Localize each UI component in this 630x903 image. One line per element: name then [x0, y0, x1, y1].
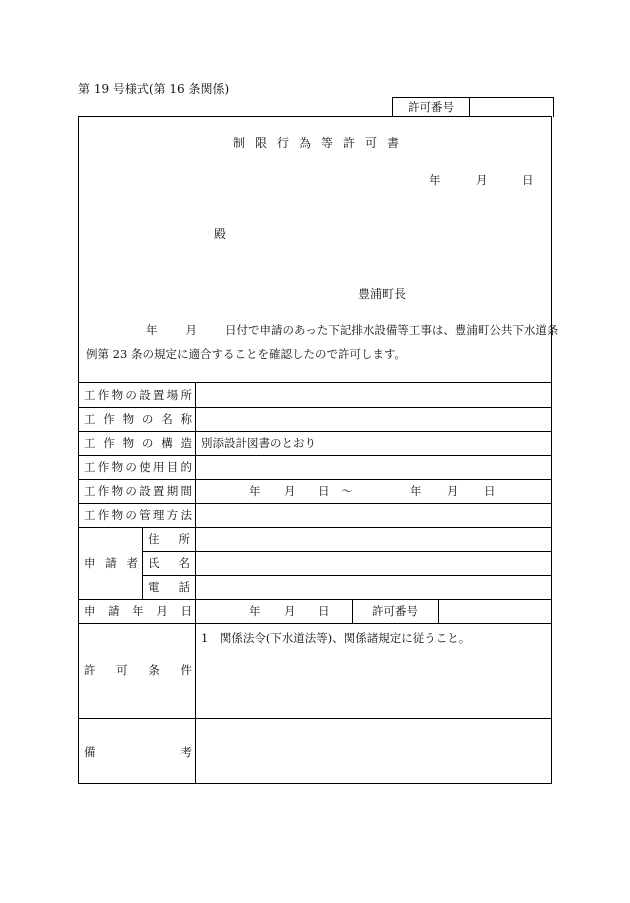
name-field[interactable]	[196, 408, 551, 430]
purpose-field[interactable]	[196, 456, 551, 478]
document-title: 制限行為等許可書	[232, 136, 409, 150]
app-permit-number-field[interactable]	[439, 600, 551, 622]
period-start-month: 月	[284, 484, 296, 498]
addressee-suffix: 殿	[214, 227, 227, 241]
body-line-1	[146, 322, 558, 338]
period-label: 工作物の設置期間	[84, 484, 192, 498]
period-start-day: 日	[318, 484, 330, 498]
body-text-1: 日付で申請のあった下記排水設備等工事は、豊浦町公共下水道条	[225, 323, 559, 337]
fullname-label: 氏名	[148, 556, 190, 570]
period-tilde: ～	[341, 484, 353, 498]
applicant-subdivider	[142, 527, 143, 599]
app-date-month: 月	[284, 604, 296, 618]
app-date-divider	[352, 599, 353, 623]
issue-date-month-label: 月	[476, 173, 488, 187]
top-permit-number-label: 許可番号	[393, 98, 470, 117]
address-label: 住所	[148, 532, 190, 546]
remarks-field[interactable]	[196, 719, 551, 783]
purpose-label: 工作物の使用目的	[84, 460, 192, 474]
remarks-label: 備考	[84, 745, 192, 759]
top-permit-number-box	[392, 97, 554, 117]
phone-field[interactable]	[196, 576, 551, 598]
top-permit-number-field[interactable]	[470, 98, 553, 117]
condition-1: 1 関係法令(下水道法等)、関係諸規定に従うこと。	[201, 631, 471, 645]
issue-date-day-label: 日	[522, 173, 534, 187]
form-number-header: 第 19 号様式(第 16 条関係)	[78, 82, 230, 96]
name-label: 工作物の名称	[84, 412, 192, 426]
phone-label: 電話	[148, 580, 190, 594]
row-line	[78, 623, 552, 624]
app-permit-number-label: 許可番号	[372, 604, 418, 618]
app-date-year: 年	[249, 604, 261, 618]
body-line-2: 例第 23 条の規定に適合することを確認したので許可します。	[86, 347, 407, 361]
period-end-day: 日	[484, 484, 496, 498]
location-label: 工作物の設置場所	[84, 388, 192, 402]
period-end-month: 月	[447, 484, 459, 498]
fullname-field[interactable]	[196, 552, 551, 574]
application-date-label: 申請年月日	[84, 604, 192, 618]
issue-date-year-label: 年	[429, 173, 441, 187]
management-label: 工作物の管理方法	[84, 508, 192, 522]
applicant-label: 申請者	[84, 556, 138, 570]
management-field[interactable]	[196, 504, 551, 526]
structure-value: 別添設計図書のとおり	[201, 436, 316, 450]
period-start-year: 年	[249, 484, 261, 498]
structure-label: 工作物の構造	[84, 436, 192, 450]
app-date-day: 日	[318, 604, 330, 618]
location-field[interactable]	[196, 384, 551, 406]
period-end-year: 年	[410, 484, 422, 498]
issuer-name: 豊浦町長	[358, 287, 407, 301]
body-year-label: 年	[146, 323, 158, 337]
conditions-label: 許可条件	[84, 663, 192, 677]
body-month-label: 月	[185, 323, 197, 337]
section-separator	[78, 382, 552, 383]
address-field[interactable]	[196, 528, 551, 550]
